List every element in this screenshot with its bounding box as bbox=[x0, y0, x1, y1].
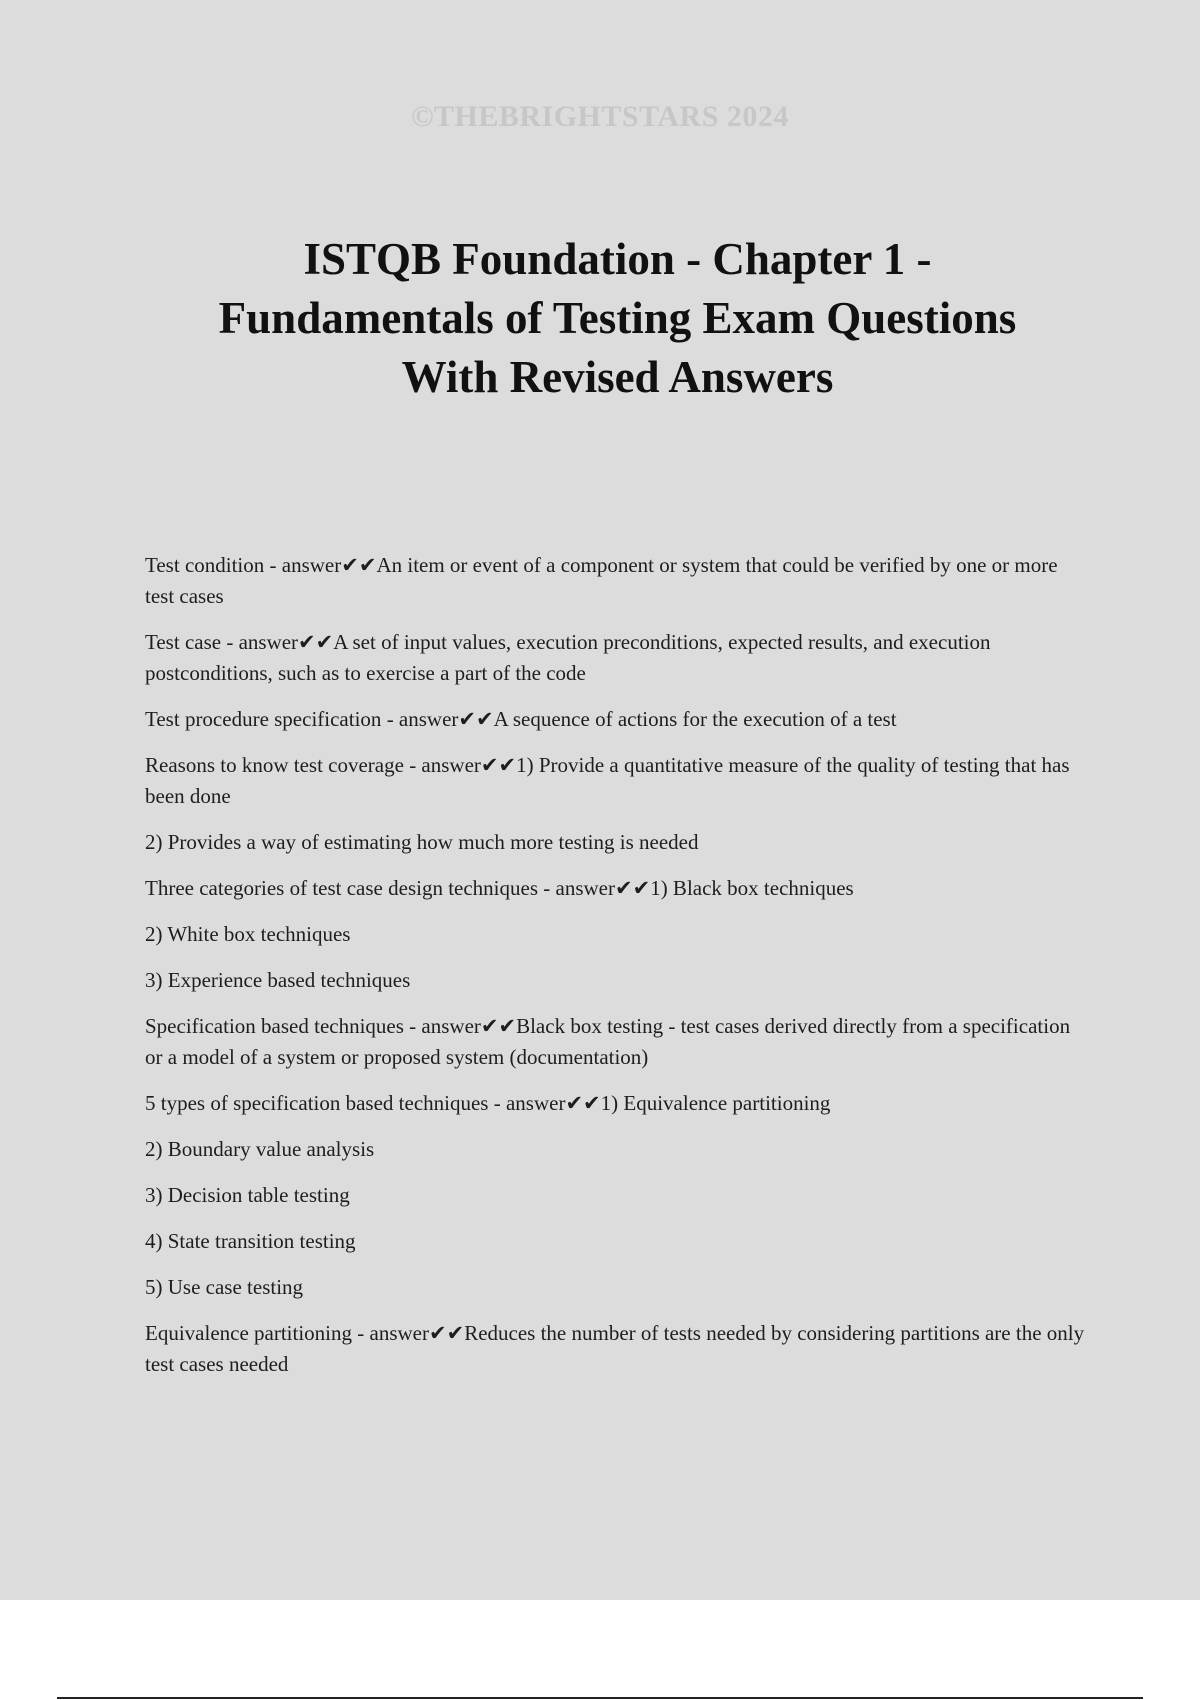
qa-entry bbox=[145, 1318, 1090, 1380]
entry-continuation: 2) White box techniques bbox=[145, 922, 351, 946]
qa-entry-list bbox=[145, 550, 1090, 1395]
entry-definition: Reduces the number of tests needed by considering partitions are the only test cases needed bbox=[145, 1321, 1085, 1376]
entry-term: 5 types of specification based techniques bbox=[145, 1091, 489, 1115]
title-line-1: ISTQB Foundation - Chapter 1 - bbox=[303, 234, 932, 284]
qa-entry bbox=[145, 750, 1090, 812]
copyright-watermark: ©THEBRIGHTSTARS 2024 bbox=[411, 100, 789, 133]
qa-entry bbox=[145, 1011, 1090, 1073]
entry-continuation: 2) Boundary value analysis bbox=[145, 1137, 375, 1161]
entry-term: Test procedure specification bbox=[145, 707, 382, 731]
entry-term: Three categories of test case design techniques bbox=[145, 876, 539, 900]
qa-entry bbox=[145, 873, 1090, 904]
answer-marker: - answer✔✔ bbox=[538, 876, 651, 900]
title-line-2: Fundamentals of Testing Exam Questions bbox=[218, 293, 1017, 343]
answer-marker: - answer✔✔ bbox=[403, 1014, 517, 1038]
entry-definition: 1) Equivalence partitioning bbox=[600, 1091, 831, 1115]
entry-definition: Black box testing - test cases derived directly from a specification or a model of a system or proposed system (documentation) bbox=[145, 1014, 1071, 1069]
qa-entry bbox=[145, 550, 1090, 612]
document-title bbox=[150, 230, 1085, 407]
entry-continuation: 3) Decision table testing bbox=[145, 1183, 350, 1207]
entry-term: Test condition bbox=[145, 553, 265, 577]
answer-marker: - answer✔✔ bbox=[488, 1091, 601, 1115]
entry-definition: A set of input values, execution preconditions, expected results, and execution postconditions, such as to exercise a part of the code bbox=[145, 630, 991, 685]
answer-marker: - answer✔✔ bbox=[403, 753, 517, 777]
answer-marker: - answer✔✔ bbox=[352, 1321, 465, 1345]
entry-term: Test case bbox=[145, 630, 222, 654]
footer-divider bbox=[57, 1697, 1143, 1699]
qa-entry bbox=[145, 627, 1090, 689]
entry-definition: 1) Provide a quantitative measure of the quality of testing that has been done bbox=[145, 753, 1070, 808]
answer-marker: - answer✔✔ bbox=[221, 630, 334, 654]
entry-definition: An item or event of a component or system that could be verified by one or more test cases bbox=[145, 553, 1058, 608]
qa-entry bbox=[145, 1088, 1090, 1119]
title-line-3: With Revised Answers bbox=[401, 352, 834, 402]
qa-entry bbox=[145, 704, 1090, 735]
entry-continuation: 5) Use case testing bbox=[145, 1275, 304, 1299]
entry-term: Specification based techniques bbox=[145, 1014, 404, 1038]
answer-marker: - answer✔✔ bbox=[264, 553, 377, 577]
entry-definition: A sequence of actions for the execution of a test bbox=[493, 707, 897, 731]
entry-continuation: 2) Provides a way of estimating how much more testing is needed bbox=[145, 830, 699, 854]
entry-continuation: 3) Experience based techniques bbox=[145, 968, 411, 992]
entry-term: Equivalence partitioning bbox=[145, 1321, 353, 1345]
entry-term: Reasons to know test coverage bbox=[145, 753, 404, 777]
entry-definition: 1) Black box techniques bbox=[650, 876, 854, 900]
entry-continuation: 4) State transition testing bbox=[145, 1229, 356, 1253]
answer-marker: - answer✔✔ bbox=[381, 707, 494, 731]
